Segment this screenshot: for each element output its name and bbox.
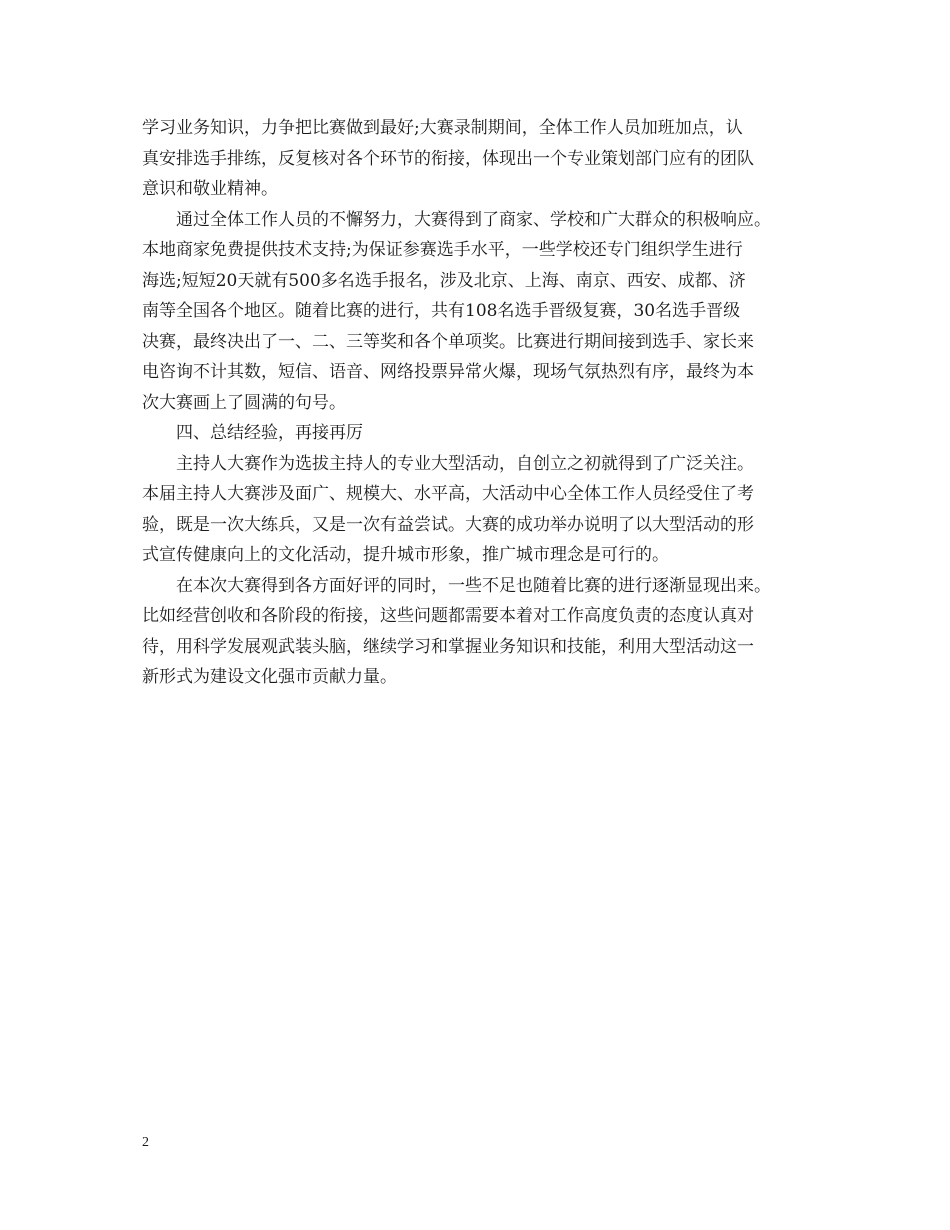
text-line: 待，用科学发展观武装头脑，继续学习和掌握业务知识和技能，利用大型活动这一 xyxy=(142,636,754,657)
text-line: 真安排选手排练，反复核对各个环节的衔接，体现出一个专业策划部门应有的团队 xyxy=(142,148,754,169)
text-line: 通过全体工作人员的不懈努力，大赛得到了商家、学校和广大群众的积极响应。 xyxy=(176,209,771,230)
text-line: 海选;短短20天就有500多名选手报名，涉及北京、上海、南京、西安、成都、济 xyxy=(142,270,746,291)
text-line: 次大赛画上了圆满的句号。 xyxy=(142,392,346,413)
text-line: 意识和敬业精神。 xyxy=(142,179,278,199)
text-line: 验，既是一次大练兵，又是一次有益尝试。大赛的成功举办说明了以大型活动的形 xyxy=(142,514,754,535)
text-line: 在本次大赛得到各方面好评的同时，一些不足也随着比赛的进行逐渐显现出来。 xyxy=(176,575,771,596)
text-line: 新形式为建设文化强市贡献力量。 xyxy=(142,667,397,687)
text-line: 学习业务知识，力争把比赛做到最好;大赛录制期间，全体工作人员加班加点，认 xyxy=(142,118,743,138)
text-line: 主持人大赛作为选拔主持人的专业大型活动，自创立之初就得到了广泛关注。 xyxy=(176,453,754,474)
text-line: 本届主持人大赛涉及面广、规模大、水平高，大活动中心全体工作人员经受住了考 xyxy=(142,484,754,504)
text-line: 四、总结经验，再接再厉 xyxy=(176,423,363,443)
text-line: 式宣传健康向上的文化活动，提升城市形象，推广城市理念是可行的。 xyxy=(142,545,669,565)
text-line: 电咨询不计其数，短信、语音、网络投票异常火爆，现场气氛热烈有序，最终为本 xyxy=(142,362,754,382)
page-number: 2 xyxy=(142,1135,149,1150)
text-line: 南等全国各个地区。随着比赛的进行，共有108名选手晋级复赛，30名选手晋级 xyxy=(142,301,741,321)
document-body xyxy=(142,113,822,693)
text-line: 比如经营创收和各阶段的衔接，这些问题都需要本着对工作高度负责的态度认真对 xyxy=(142,606,754,626)
text-line: 本地商家免费提供技术支持;为保证参赛选手水平，一些学校还专门组织学生进行 xyxy=(142,240,743,260)
text-line: 决赛，最终决出了一、二、三等奖和各个单项奖。比赛进行期间接到选手、家长来 xyxy=(142,331,754,352)
